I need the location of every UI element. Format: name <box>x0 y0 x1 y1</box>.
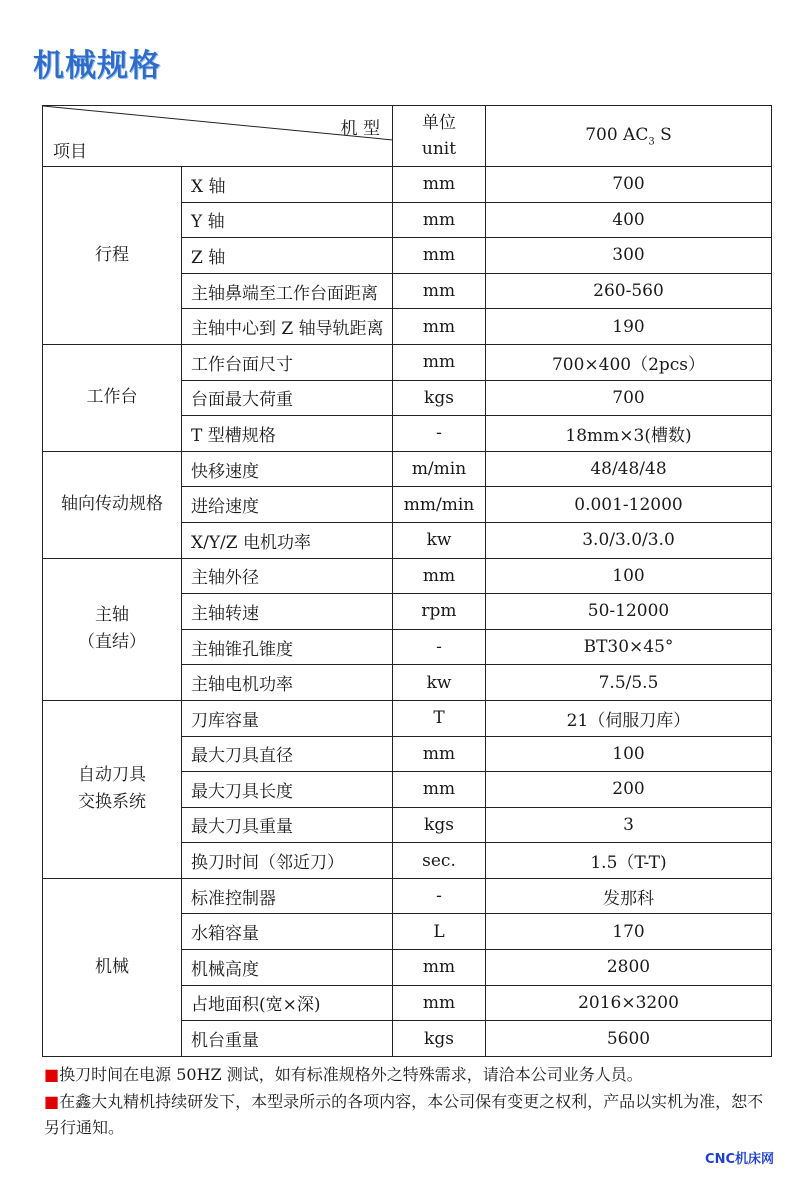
value-cell: BT30×45° <box>486 629 772 665</box>
item-cell: T 型槽规格 <box>182 416 393 452</box>
unit-cell: sec. <box>393 843 486 879</box>
unit-cell: T <box>393 700 486 736</box>
item-cell: 主轴电机功率 <box>182 665 393 701</box>
item-cell: 工作台面尺寸 <box>182 344 393 380</box>
item-label: 项目 <box>53 142 87 162</box>
value-cell: 21（伺服刀库） <box>486 700 772 736</box>
group-name: 轴向传动规格 <box>61 494 163 515</box>
item-cell: 刀库容量 <box>182 700 393 736</box>
item-cell: 占地面积(宽×深) <box>182 985 393 1021</box>
value-cell: 50-12000 <box>486 594 772 630</box>
value-cell: 700×400（2pcs） <box>486 344 772 380</box>
note-2 <box>44 1089 774 1141</box>
unit-cell: mm <box>393 736 486 772</box>
value-cell: 400 <box>486 202 772 238</box>
item-cell: 台面最大荷重 <box>182 380 393 416</box>
item-cell: 水箱容量 <box>182 914 393 950</box>
unit-cell: mm <box>393 238 486 274</box>
group-name: 机械 <box>95 956 129 977</box>
group-name: 自动刀具 <box>78 765 146 786</box>
note-1 <box>44 1062 774 1088</box>
item-cell: 主轴锥孔锥度 <box>182 629 393 665</box>
model-main: 700 AC <box>585 124 649 145</box>
item-cell: 最大刀具直径 <box>182 736 393 772</box>
unit-cell: kw <box>393 665 486 701</box>
red-square-icon: ■ <box>44 1065 60 1084</box>
group-cell <box>43 558 182 700</box>
item-cell: 换刀时间（邻近刀） <box>182 843 393 879</box>
watermark: CNC机床网 <box>705 1152 774 1167</box>
group-cell <box>43 451 182 558</box>
note-text: 换刀时间在电源 50HZ 测试，如有标准规格外之特殊需求，请洽本公司业务人员。 <box>59 1065 643 1084</box>
unit-cn: 单位 <box>422 113 456 133</box>
group-name: 行程 <box>95 244 129 265</box>
item-cell: 机台重量 <box>182 1021 393 1057</box>
table-row <box>43 878 772 914</box>
value-cell: 5600 <box>486 1021 772 1057</box>
value-cell: 190 <box>486 309 772 345</box>
unit-cell: kgs <box>393 380 486 416</box>
item-cell: Y 轴 <box>182 202 393 238</box>
unit-cell: - <box>393 416 486 452</box>
item-cell: 主轴鼻端至工作台面距离 <box>182 273 393 309</box>
table-row <box>43 700 772 736</box>
item-cell: Z 轴 <box>182 238 393 274</box>
group-name-line2: （直结） <box>78 632 146 653</box>
group-name-line2: 交换系统 <box>78 792 146 813</box>
item-cell: 最大刀具重量 <box>182 807 393 843</box>
model-tail: S <box>660 124 672 145</box>
group-cell <box>43 700 182 878</box>
item-cell: 最大刀具长度 <box>182 772 393 808</box>
table-row <box>43 344 772 380</box>
unit-cell: mm <box>393 273 486 309</box>
value-cell: 1.5（T-T) <box>486 843 772 879</box>
value-cell: 700 <box>486 380 772 416</box>
unit-cell: - <box>393 878 486 914</box>
value-cell: 7.5/5.5 <box>486 665 772 701</box>
unit-en: unit <box>421 139 457 159</box>
table-row <box>43 451 772 487</box>
value-cell: 3 <box>486 807 772 843</box>
value-cell: 发那科 <box>486 878 772 914</box>
note-text: 在鑫大丸精机持续研发下，本型录所示的各项内容，本公司保有变更之权利，产品以实机为准，恕不另行通知。 <box>44 1092 764 1137</box>
unit-cell: - <box>393 629 486 665</box>
value-cell: 0.001-12000 <box>486 487 772 523</box>
value-cell: 700 <box>486 167 772 203</box>
item-cell: 机械高度 <box>182 950 393 986</box>
page-title: 机械规格 <box>33 48 161 84</box>
model-header-cell <box>486 106 772 167</box>
value-cell: 100 <box>486 558 772 594</box>
group-name: 主轴 <box>95 605 129 626</box>
unit-cell: mm <box>393 344 486 380</box>
value-cell: 2800 <box>486 950 772 986</box>
unit-cell: L <box>393 914 486 950</box>
value-cell: 2016×3200 <box>486 985 772 1021</box>
value-cell: 100 <box>486 736 772 772</box>
unit-cell: kw <box>393 522 486 558</box>
red-square-icon: ■ <box>44 1092 60 1111</box>
unit-cell: mm <box>393 309 486 345</box>
item-cell: 快移速度 <box>182 451 393 487</box>
unit-cell: rpm <box>393 594 486 630</box>
item-cell: 主轴外径 <box>182 558 393 594</box>
value-cell: 3.0/3.0/3.0 <box>486 522 772 558</box>
spec-table <box>42 105 772 1057</box>
unit-cell: mm/min <box>393 487 486 523</box>
table-header-row <box>43 106 772 167</box>
value-cell: 48/48/48 <box>486 451 772 487</box>
value-cell: 200 <box>486 772 772 808</box>
group-name: 工作台 <box>86 387 138 408</box>
unit-cell: mm <box>393 167 486 203</box>
group-cell <box>43 344 182 451</box>
table-row <box>43 167 772 203</box>
unit-cell: mm <box>393 950 486 986</box>
unit-cell: mm <box>393 558 486 594</box>
unit-cell: mm <box>393 772 486 808</box>
item-cell: 主轴中心到 Z 轴导轨距离 <box>182 309 393 345</box>
unit-cell: mm <box>393 202 486 238</box>
item-cell: 标准控制器 <box>182 878 393 914</box>
value-cell: 18mm×3(槽数) <box>486 416 772 452</box>
diagonal-header-cell <box>43 106 393 167</box>
table-row <box>43 558 772 594</box>
group-cell <box>43 167 182 345</box>
value-cell: 260-560 <box>486 273 772 309</box>
unit-cell: mm <box>393 985 486 1021</box>
item-cell: X 轴 <box>182 167 393 203</box>
unit-cell: kgs <box>393 807 486 843</box>
item-cell: 主轴转速 <box>182 594 393 630</box>
group-cell <box>43 878 182 1056</box>
value-cell: 300 <box>486 238 772 274</box>
machine-type-label: 机 型 <box>340 119 380 139</box>
item-cell: 进给速度 <box>182 487 393 523</box>
model-sub: 3 <box>648 136 655 148</box>
unit-header-cell <box>393 106 486 167</box>
unit-cell: m/min <box>393 451 486 487</box>
unit-cell: kgs <box>393 1021 486 1057</box>
item-cell: X/Y/Z 电机功率 <box>182 522 393 558</box>
value-cell: 170 <box>486 914 772 950</box>
